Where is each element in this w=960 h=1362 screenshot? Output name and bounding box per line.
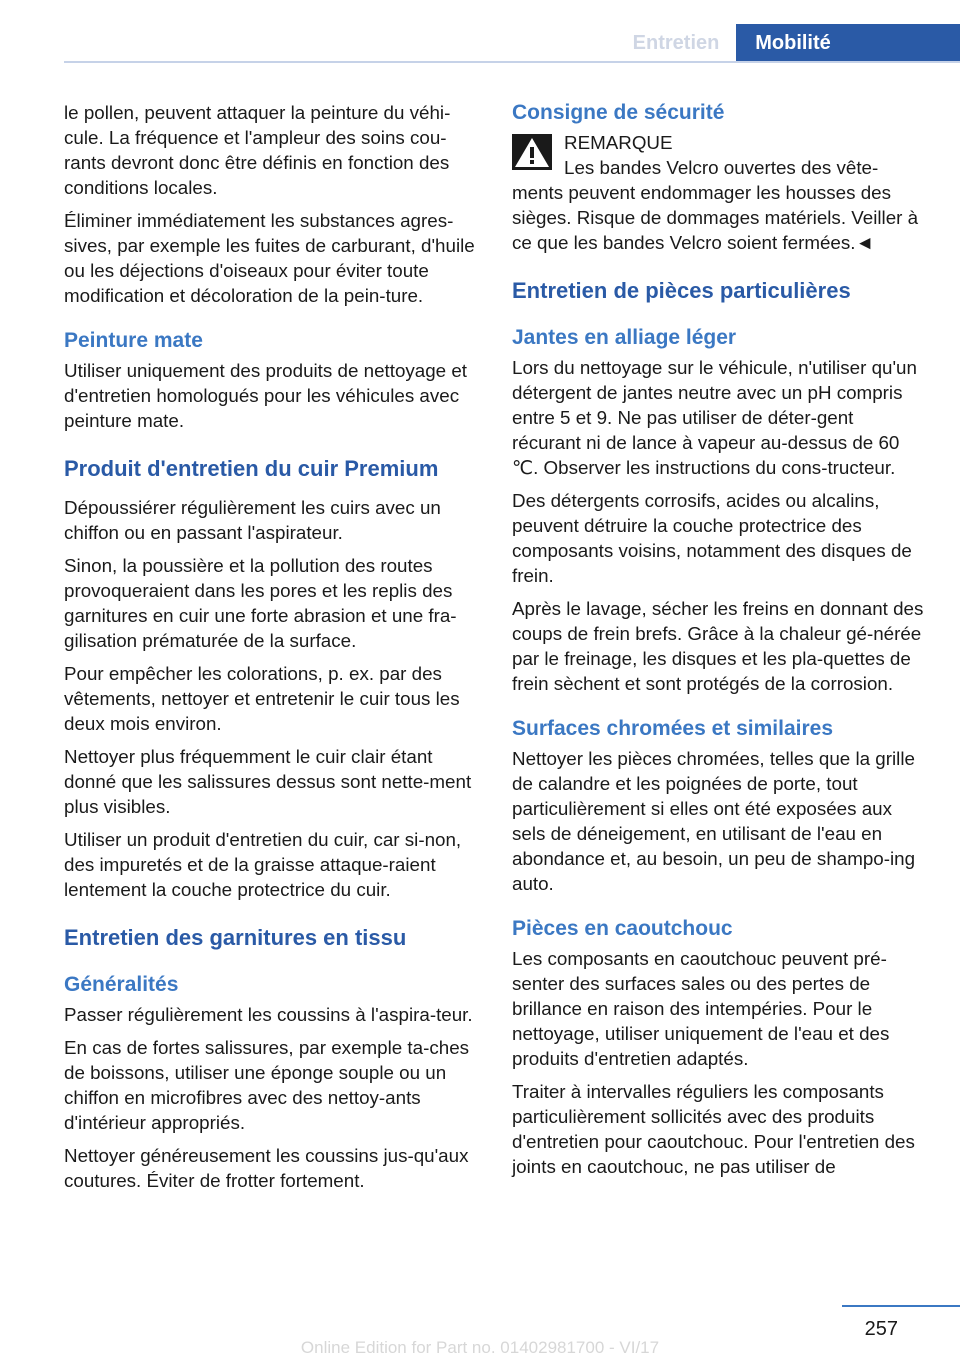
- paragraph: Utiliser un produit d'entretien du cuir, car si-non, des impuretés et de la graisse attaque-raient lentement la couche protectrice du cuir.: [64, 829, 462, 900]
- paragraph: Dépoussiérer régulièrement les cuirs avec un chiffon ou en passant l'aspirateur.: [64, 497, 441, 543]
- tab-mobilite[interactable]: Mobilité: [736, 24, 960, 62]
- footer-divider: [842, 1305, 960, 1307]
- warning-triangle-icon: [512, 134, 552, 170]
- heading-peinture-mate: Peinture mate: [64, 329, 203, 352]
- page-number: 257: [864, 1318, 898, 1340]
- header-tabs: [616, 24, 960, 62]
- paragraph: Lors du nettoyage sur le véhicule, n'utiliser qu'un détergent de jantes neutre avec un pH compris entre 5 et 9. Ne pas utiliser de déter-gent récurant ni de lance à vapeur au-dessus de 60 ℃. Observer les instructions du cons-tructeur.: [512, 357, 917, 478]
- paragraph: Traiter à intervalles réguliers les composants particulièrement sollicités avec des produits d'entretien pour caoutchouc. Pour l'entretien des joints en caoutchouc, ne pas utiliser de: [512, 1081, 915, 1177]
- end-mark-icon: ◄: [855, 232, 875, 253]
- paragraph: Pour empêcher les colorations, p. ex. par des vêtements, nettoyer et entretenir le cuir tous les deux mois environ.: [64, 663, 460, 734]
- heading-generalites: Généralités: [64, 973, 179, 996]
- paragraph: Nettoyer plus fréquemment le cuir clair étant donné que les salissures dessus sont nette-ment plus visibles.: [64, 746, 472, 817]
- heading-garnitures-tissu: Entretien des garnitures en tissu: [64, 925, 407, 950]
- heading-consigne-securite: Consigne de sécurité: [512, 101, 725, 124]
- heading-jantes: Jantes en alliage léger: [512, 326, 737, 349]
- heading-surfaces-chromees: Surfaces chromées et similaires: [512, 717, 834, 740]
- tab-entretien[interactable]: Entretien: [616, 24, 736, 62]
- warning-title: REMARQUE: [564, 132, 673, 153]
- paragraph: Éliminer immédiatement les substances agres-sives, par exemple les fuites de carburant, d'huile ou les déjections d'oiseaux pour éviter toute modification et décoloration de la pein-ture.: [64, 210, 475, 306]
- paragraph: Passer régulièrement les coussins à l'aspira-teur.: [64, 1004, 473, 1025]
- paragraph: le pollen, peuvent attaquer la peinture du véhi-cule. La fréquence et l'ampleur des soins cou-rants devront donc être définis en fonction des conditions locales.: [64, 102, 451, 198]
- paragraph: Nettoyer les pièces chromées, telles que la grille de calandre et les poignées de porte, tout particulièrement si elles ont été exposées aux sels de déneigement, en utilisant de l'eau en abondance et, au besoin, un peu de shampo-ing auto.: [512, 748, 916, 894]
- paragraph: Sinon, la poussière et la pollution des routes provoqueraient dans les pores et les replis des garnitures en cuir une forte abrasion et une fra-gilisation prématurée de la surface.: [64, 555, 457, 651]
- left-column: [64, 100, 478, 1201]
- paragraph: Les composants en caoutchouc peuvent pré-senter des surfaces sales ou des pertes de brillance en raison des intempéries. Pour le nettoyage, utiliser uniquement de l'eau et des produits d'entretien adaptés.: [512, 948, 890, 1069]
- heading-pieces-particulieres: Entretien de pièces particulières: [512, 278, 851, 303]
- paragraph: Des détergents corrosifs, acides ou alcalins, peuvent détruire la couche protectrice des composants voisins, notamment des disques de frein.: [512, 490, 912, 586]
- paragraph: En cas de fortes salissures, par exemple ta-ches de boissons, utiliser une éponge souple ou un chiffon en microfibres avec des nettoy-ants d'intérieur appropriés.: [64, 1037, 470, 1133]
- warning-text: ments peuvent endommager les housses des sièges. Risque de dommages matériels. Veiller à ce que les bandes Velcro soient fermées.: [512, 182, 919, 253]
- heading-caoutchouc: Pièces en caoutchouc: [512, 917, 733, 940]
- warning-notice: [512, 130, 926, 255]
- paragraph: Après le lavage, sécher les freins en donnant des coups de frein brefs. Grâce à la chaleur gé-nérée par le freinage, les disques et les pla-quettes de frein sèchent et sont protégés de la corrosion.: [512, 598, 924, 694]
- right-column: [512, 100, 926, 1187]
- footer-edition: Online Edition for Part no. 01402981700 - VI/17: [300, 1338, 660, 1357]
- header-divider: [64, 61, 960, 63]
- warning-text-line: Les bandes Velcro ouvertes des vête-: [564, 157, 879, 178]
- paragraph: Nettoyer généreusement les coussins jus-qu'aux coutures. Éviter de frotter fortement.: [64, 1145, 469, 1191]
- heading-cuir-premium: Produit d'entretien du cuir Premium: [64, 456, 439, 481]
- paragraph: Utiliser uniquement des produits de nettoyage et d'entretien homologués pour les véhicules avec peinture mate.: [64, 360, 467, 431]
